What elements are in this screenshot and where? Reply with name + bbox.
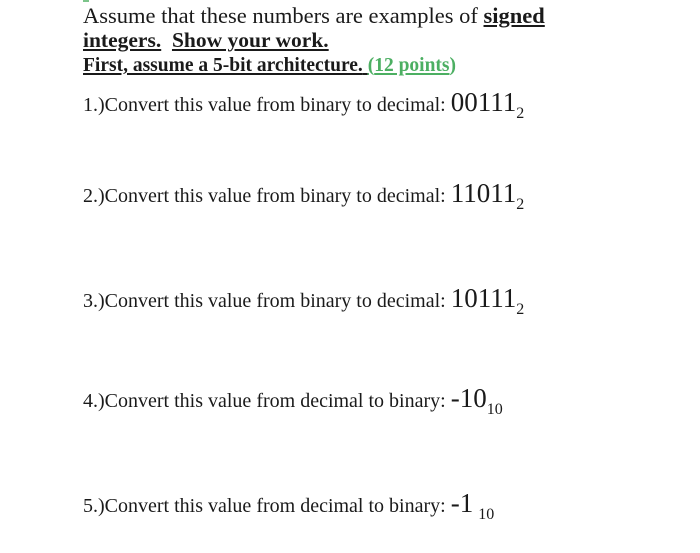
question-number: 2.): [83, 185, 105, 207]
question-base: 2: [516, 301, 525, 318]
question-number: 4.): [83, 390, 105, 412]
question-base: 2: [516, 105, 525, 122]
question-prompt: Convert this value from decimal to binary:: [104, 495, 451, 517]
instructions-line-3: [83, 53, 683, 79]
question-prompt: Convert this value from binary to decimal:: [104, 290, 451, 312]
instructions-line-2: [83, 28, 683, 53]
question-value: 11011: [450, 178, 517, 208]
points-label: [368, 55, 456, 76]
question-value: -10: [450, 383, 487, 413]
question-base: 10: [486, 401, 503, 418]
points-close-paren: ): [449, 55, 457, 76]
instructions-text: Assume that these numbers are examples of: [83, 3, 484, 28]
emphasis-show-work: Show your work.: [171, 28, 329, 52]
spacer: [161, 28, 172, 52]
question-prompt: Convert this value from binary to decimal:: [104, 94, 451, 116]
question-number: 1.): [83, 94, 105, 116]
question-number: 3.): [83, 290, 105, 312]
points-value: 12 points: [374, 55, 450, 76]
question-5: [83, 489, 494, 522]
question-1: [83, 88, 524, 121]
question-prompt: Convert this value from binary to decimal:: [104, 185, 451, 207]
question-prompt: Convert this value from decimal to binary:: [104, 390, 451, 412]
decorative-mark: [83, 0, 89, 2]
question-base: 2: [516, 196, 525, 213]
question-4: [83, 384, 503, 417]
instructions-block: [83, 3, 683, 79]
question-value: -1: [450, 488, 474, 518]
question-2: [83, 179, 524, 212]
question-value: 00111: [450, 87, 517, 117]
emphasis-signed: signed: [483, 3, 545, 28]
instructions-line-1: [83, 3, 683, 28]
architecture-note: First, assume a 5-bit architecture.: [83, 55, 363, 76]
question-number: 5.): [83, 495, 105, 517]
emphasis-integers: integers.: [83, 28, 162, 52]
question-value: 10111: [450, 283, 517, 313]
points-open-paren: (: [367, 55, 375, 76]
question-base: 10: [478, 506, 495, 523]
question-3: [83, 284, 524, 317]
